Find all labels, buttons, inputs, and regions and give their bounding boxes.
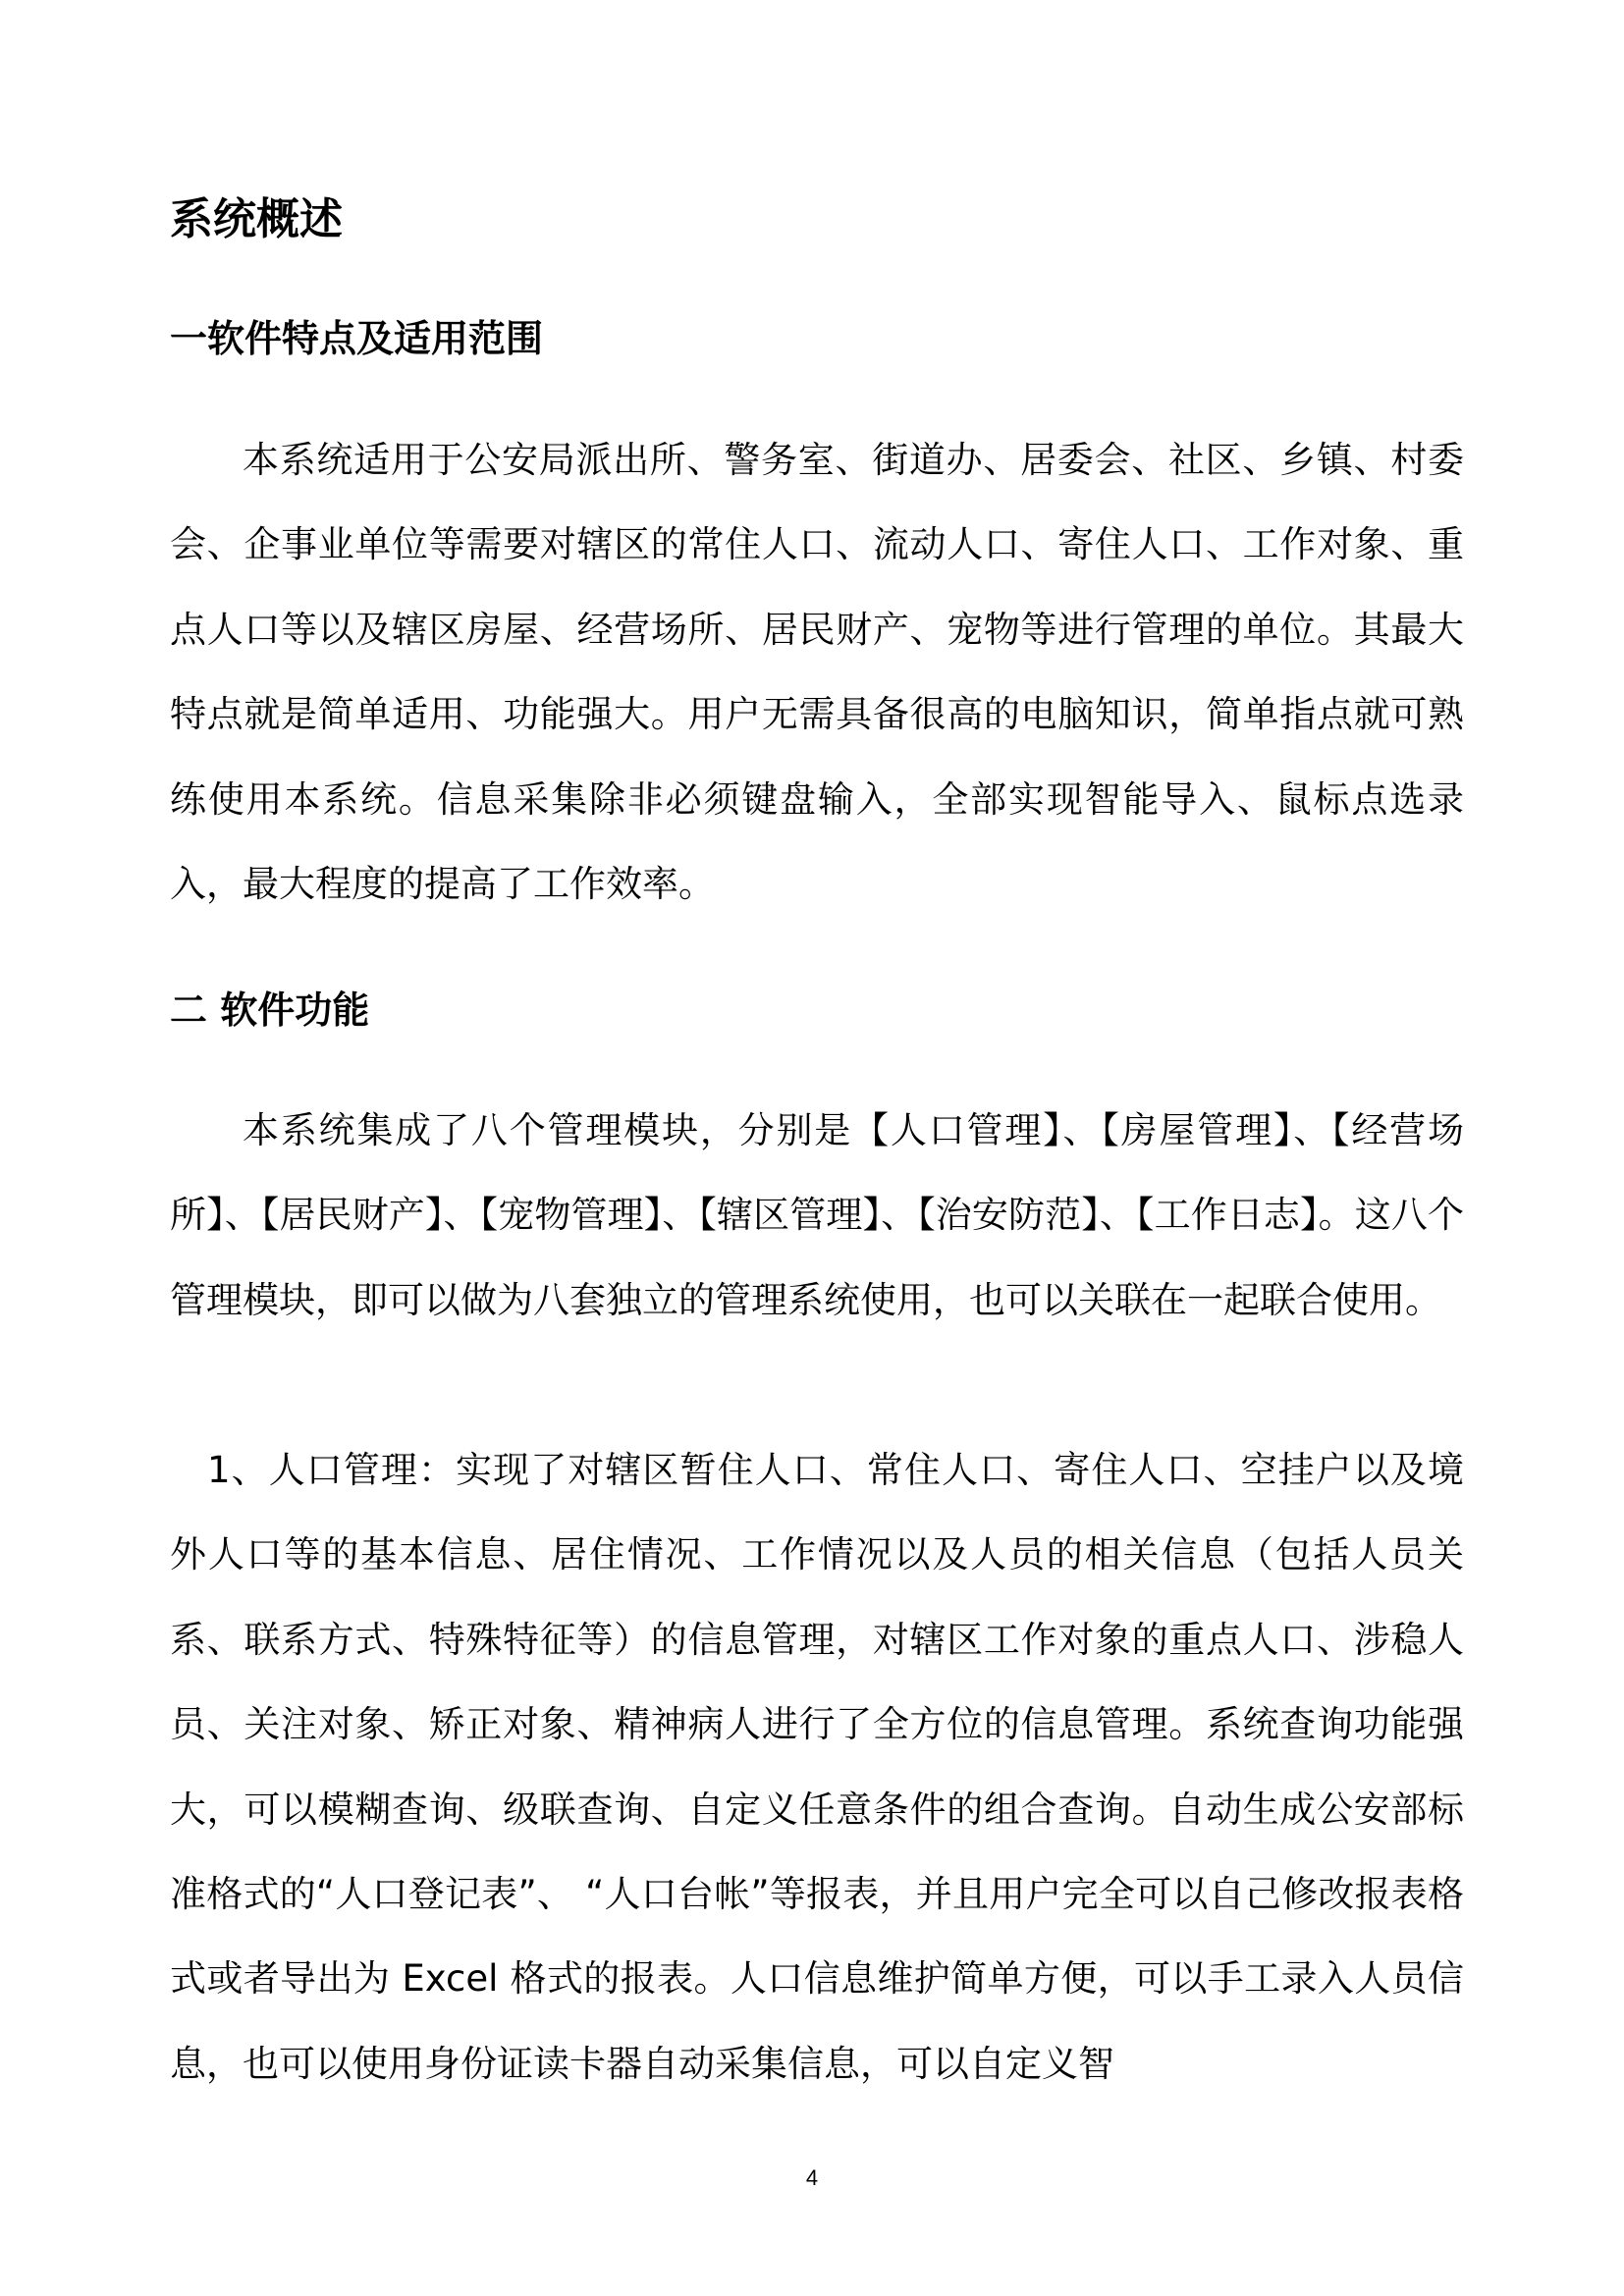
paragraph-features-scope: 本系统适用于公安局派出所、警务室、街道办、居委会、社区、乡镇、村委会、企事业单位等需要对辖区的常住人口、流动人口、寄住人口、工作对象、重点人口等以及辖区房屋、经营场所、居民财产、宠物等进行管理的单位。其最大特点就是简单适用、功能强大。用户无需具备很高的电脑知识，简单指点就可熟练使用本系统。信息采集除非必须键盘输入，全部实现智能导入、鼠标点选录入，最大程度的提高了工作效率。 (170, 439, 1464, 906)
section-heading-functions: 二 软件功能 (170, 988, 370, 1032)
section-heading-features: 一软件特点及适用范围 (170, 317, 544, 360)
paragraph-modules-overview: 本系统集成了八个管理模块，分别是【人口管理】、【房屋管理】、【经营场所】、【居民财产】、【宠物管理】、【辖区管理】、【治安防范】、【工作日志】。这八个管理模块，即可以做为八套独立的管理系统使用，也可以关联在一起联合使用。 (170, 1109, 1464, 1321)
paragraph-population-management: 1、人口管理：实现了对辖区暂住人口、常住人口、寄住人口、空挂户以及境外人口等的基本信息、居住情况、工作情况以及人员的相关信息（包括人员关系、联系方式、特殊特征等）的信息管理，对辖区工作对象的重点人口、涉稳人员、关注对象、矫正对象、精神病人进行了全方位的信息管理。系统查询功能强大，可以模糊查询、级联查询、自定义任意条件的组合查询。自动生成公安部标准格式的“人口登记表”、 “人口台帐”等报表，并且用户完全可以自己修改报表格式或者导出为 Excel 格式的报表。人口信息维护简单方便，可以手工录入人员信息，也可以使用身份证读卡器自动采集信息，可以自定义智 (170, 1449, 1464, 2085)
page-number: 4 (805, 2165, 819, 2190)
page-title: 系统概述 (170, 194, 343, 244)
